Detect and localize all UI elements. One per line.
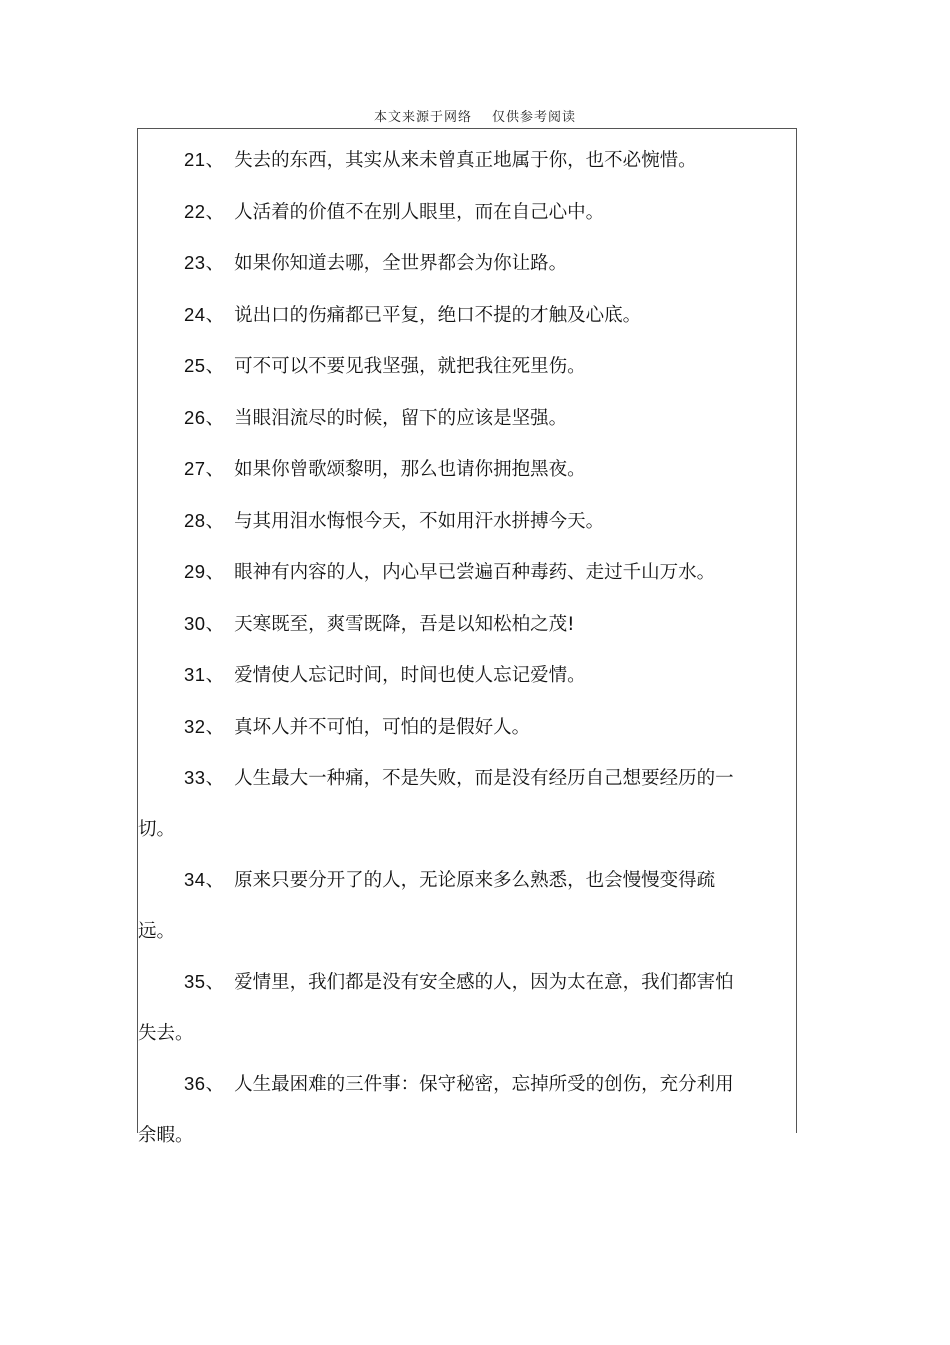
page-header: [0, 106, 950, 125]
item-text: 人生最困难的三件事：保守秘密，忘掉所受的创伤，充分利用余暇。: [138, 1074, 734, 1146]
list-item: [138, 753, 738, 855]
item-text: 如果你知道去哪，全世界都会为你让路。: [234, 253, 568, 274]
item-number: 33: [184, 767, 206, 788]
item-number: 29: [184, 561, 206, 582]
item-text: 说出口的伤痛都已平复，绝口不提的才触及心底。: [234, 304, 642, 326]
item-text: 原来只要分开了的人，无论原来多么熟悉，也会慢慢变得疏远。: [138, 870, 716, 942]
item-number: 32: [184, 715, 206, 737]
item-text: 失去的东西，其实从来未曾真正地属于你，也不必惋惜。: [234, 150, 697, 171]
item-separator: 、: [205, 459, 225, 480]
item-text: 当眼泪流尽的时候，留下的应该是坚强。: [234, 407, 568, 429]
quote-list: [138, 135, 738, 1161]
item-separator: 、: [205, 150, 225, 171]
item-separator: 、: [205, 972, 225, 993]
list-item: [138, 702, 738, 754]
item-separator: 、: [205, 613, 225, 635]
item-number: 24: [184, 303, 206, 325]
item-number: 36: [184, 1073, 206, 1094]
item-separator: 、: [205, 510, 225, 532]
list-item: [138, 341, 738, 393]
item-text: 真坏人并不可怕，可怕的是假好人。: [234, 716, 531, 738]
item-text: 爱情使人忘记时间，时间也使人忘记爱情。: [234, 665, 586, 686]
item-separator: 、: [205, 768, 225, 789]
header-source: 本文来源于网络: [373, 110, 472, 125]
item-text: 可不可以不要见我坚强，就把我往死里伤。: [234, 356, 586, 377]
item-separator: 、: [205, 665, 225, 686]
item-separator: 、: [205, 253, 225, 274]
list-item: [138, 393, 738, 445]
item-number: 21: [184, 149, 206, 170]
list-item: [138, 187, 738, 239]
item-text: 与其用泪水悔恨今天，不如用汗水拼搏今天。: [234, 510, 605, 532]
list-item: [138, 1059, 738, 1161]
item-number: 34: [184, 869, 206, 890]
header-note: 仅供参考阅读: [492, 110, 577, 125]
list-item: [138, 444, 738, 496]
item-number: 26: [184, 406, 206, 428]
item-text: 天寒既至，爽雪既降，吾是以知松柏之茂!: [234, 613, 575, 635]
list-item: [138, 599, 738, 651]
item-text: 人生最大一种痛，不是失败，而是没有经历自己想要经历的一切。: [138, 768, 734, 840]
item-number: 27: [184, 458, 206, 479]
list-item: [138, 290, 738, 342]
list-item: [138, 547, 738, 599]
item-separator: 、: [205, 304, 225, 326]
list-item: [138, 238, 738, 290]
item-text: 如果你曾歌颂黎明，那么也请你拥抱黑夜。: [234, 459, 586, 480]
item-number: 25: [184, 355, 206, 376]
item-separator: 、: [205, 1074, 225, 1095]
list-item: [138, 135, 738, 187]
item-text: 眼神有内容的人，内心早已尝遍百种毒药、走过千山万水。: [234, 562, 716, 583]
item-number: 30: [184, 612, 206, 634]
item-number: 22: [184, 200, 206, 222]
list-item: [138, 855, 738, 957]
item-number: 23: [184, 252, 206, 273]
list-item: [138, 957, 738, 1059]
item-number: 35: [184, 971, 206, 992]
item-number: 28: [184, 509, 206, 531]
item-separator: 、: [205, 870, 225, 891]
list-item: [138, 496, 738, 548]
item-text: 人活着的价值不在别人眼里，而在自己心中。: [234, 201, 605, 223]
item-separator: 、: [205, 356, 225, 377]
item-separator: 、: [205, 407, 225, 429]
item-number: 31: [184, 664, 206, 685]
item-separator: 、: [205, 562, 225, 583]
item-text: 爱情里，我们都是没有安全感的人，因为太在意，我们都害怕失去。: [138, 972, 734, 1044]
item-separator: 、: [205, 201, 225, 223]
list-item: [138, 650, 738, 702]
item-separator: 、: [205, 716, 225, 738]
